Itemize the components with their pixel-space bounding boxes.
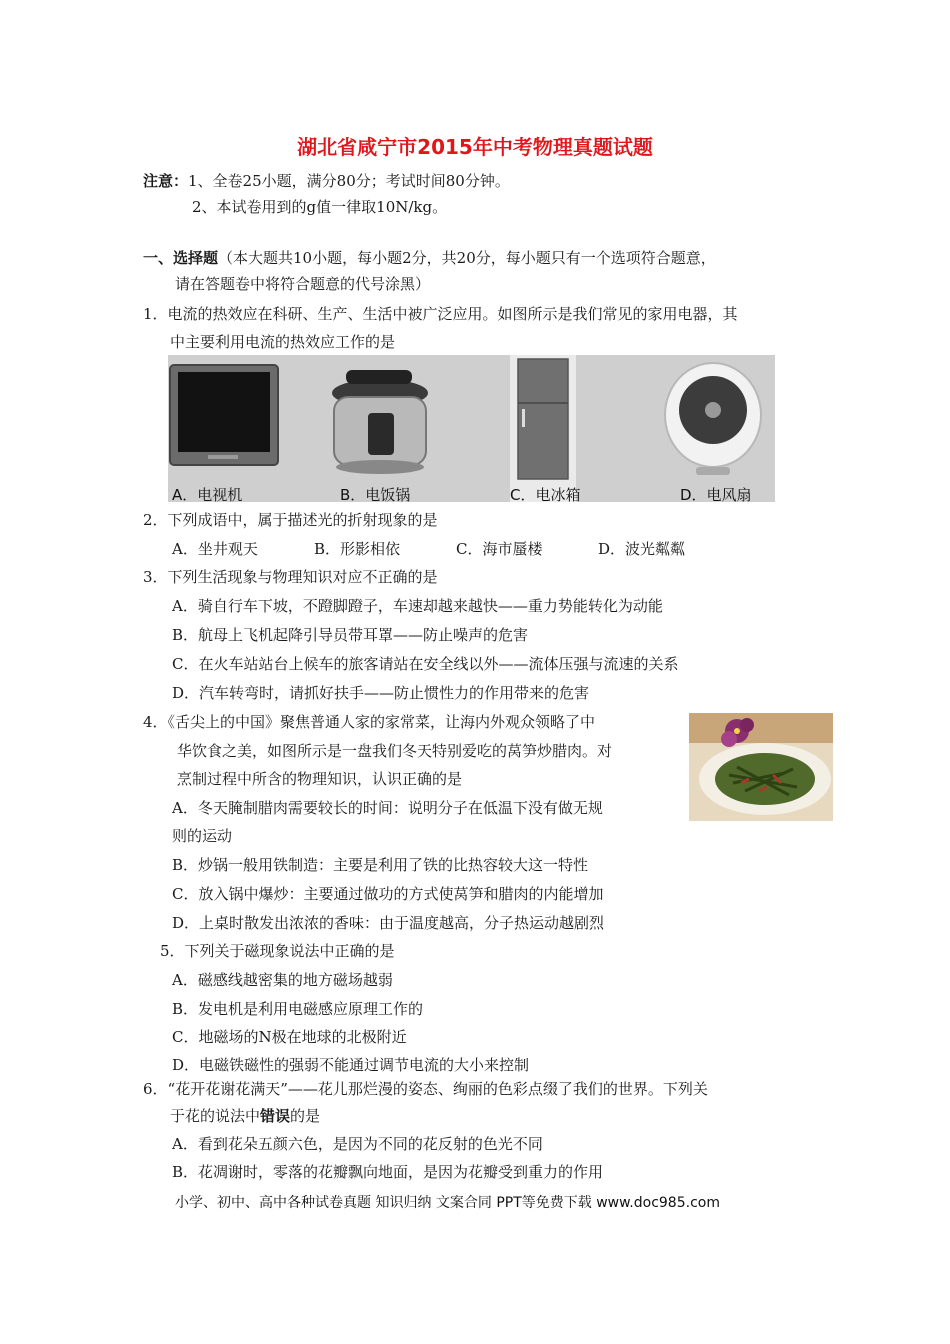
q6-option-a: A．看到花朵五颜六色，是因为不同的花反射的色光不同 (172, 1135, 543, 1153)
q4-option-d: D．上桌时散发出浓浓的香味：由于温度越高，分子热运动越剧烈 (172, 914, 605, 932)
q4-option-c: C．放入锅中爆炒：主要通过做功的方式使莴笋和腊肉的内能增加 (172, 885, 604, 903)
q3-stem: 3．下列生活现象与物理知识对应不正确的是 (143, 568, 438, 586)
section-label: 一、选择题 (143, 249, 219, 267)
notice-text-2: 2、本试卷用到的g值一律取10N/kg。 (192, 198, 448, 216)
q4-option-a-1: A．冬天腌制腊肉需要较长的时间：说明分子在低温下没有做无规 (172, 799, 603, 817)
section-heading (143, 248, 716, 268)
appliance-figure (168, 355, 775, 502)
q1-caption-c: C．电冰箱 (510, 486, 581, 504)
q2-option-d: D．波光粼粼 (598, 540, 686, 558)
q2-option-c: C．海市蜃楼 (456, 540, 543, 558)
rice-cooker-image (332, 370, 428, 474)
q1-stem-2: 中主要利用电流的热效应工作的是 (170, 333, 396, 351)
q5-option-a: A．磁感线越密集的地方磁场越弱 (172, 971, 393, 989)
fridge-image (510, 355, 576, 502)
q5-option-b: B．发电机是利用电磁感应原理工作的 (172, 1000, 424, 1018)
q4-stem-1: 4．《舌尖上的中国》聚焦普通人家的家常菜，让海内外观众领略了中 (143, 713, 596, 731)
section-desc-1: （本大题共10小题，每小题2分，共20分，每小题只有一个选项符合题意， (218, 249, 716, 267)
q1-caption-d: D．电风扇 (680, 486, 752, 504)
q6-option-b: B．花凋谢时，零落的花瓣飘向地面，是因为花瓣受到重力的作用 (172, 1163, 604, 1181)
q3-option-b: B．航母上飞机起降引导员带耳罩——防止噪声的危害 (172, 626, 529, 644)
q1-caption-b: B．电饭锅 (340, 486, 411, 504)
q5-stem: 5．下列关于磁现象说法中正确的是 (160, 942, 395, 960)
q4-stem-3: 烹制过程中所含的物理知识，认识正确的是 (177, 770, 463, 788)
q2-option-a: A．坐井观天 (172, 540, 258, 558)
q3-option-d: D．汽车转弯时，请抓好扶手——防止惯性力的作用带来的危害 (172, 684, 590, 702)
page-title: 湖北省咸宁市2015年中考物理真题试题 (297, 135, 653, 159)
q5-option-c: C．地磁场的N极在地球的北极附近 (172, 1028, 407, 1046)
q3-option-c: C．在火车站站台上候车的旅客请站在安全线以外——流体压强与流速的关系 (172, 655, 679, 673)
q4-option-a-2: 则的运动 (172, 827, 233, 845)
notice-text-1: 1、全卷25小题，满分80分；考试时间80分钟。 (188, 172, 510, 190)
q2-stem: 2．下列成语中，属于描述光的折射现象的是 (143, 511, 438, 529)
section-desc-2: 请在答题卷中将符合题意的代号涂黑） (175, 275, 431, 293)
q2-option-b: B．形影相依 (314, 540, 401, 558)
q6-stem-2a: 于花的说法中 (170, 1107, 261, 1125)
q1-caption-a: A．电视机 (172, 486, 243, 504)
footer-text: 小学、初中、高中各种试卷真题 知识归纳 文案合同 PPT等免费下载 www.doc985.com (175, 1195, 720, 1211)
q4-option-b: B．炒锅一般用铁制造：主要是利用了铁的比热容较大这一特性 (172, 856, 589, 874)
notice-line-1 (143, 171, 510, 191)
q6-stem-1: 6．“花开花谢花满天”——花儿那烂漫的姿态、绚丽的色彩点缀了我们的世界。下列关 (143, 1080, 708, 1098)
q3-option-a: A．骑自行车下坡，不蹬脚蹬子，车速却越来越快——重力势能转化为动能 (172, 597, 663, 615)
dish-photo (689, 713, 833, 821)
fan-image (665, 363, 761, 475)
q6-stem-2 (170, 1106, 320, 1126)
q6-stem-2c: 的是 (290, 1107, 321, 1125)
q6-emphasis: 错误 (260, 1107, 291, 1125)
q5-option-d: D．电磁铁磁性的强弱不能通过调节电流的大小来控制 (172, 1056, 530, 1074)
q4-stem-2: 华饮食之美，如图所示是一盘我们冬天特别爱吃的莴笋炒腊肉。对 (177, 742, 613, 760)
q1-stem-1: 1．电流的热效应在科研、生产、生活中被广泛应用。如图所示是我们常见的家用电器，其 (143, 305, 738, 323)
notice-label: 注意： (143, 172, 189, 190)
tv-image (170, 365, 278, 465)
